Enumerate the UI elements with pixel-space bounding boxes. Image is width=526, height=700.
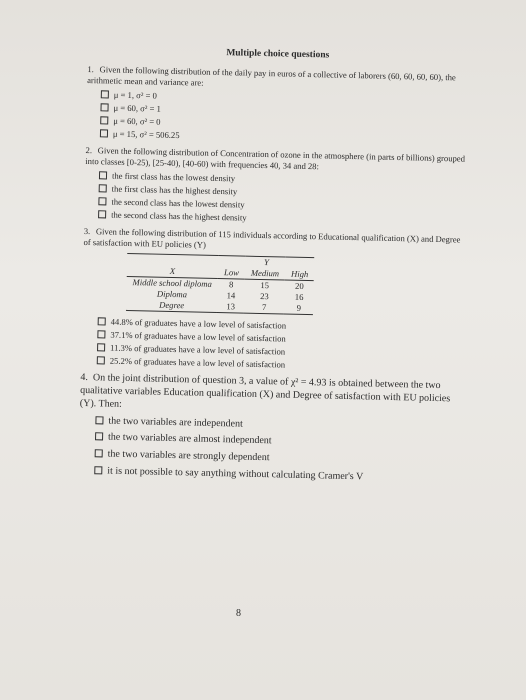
question-4	[78, 372, 460, 486]
checkbox-icon[interactable]	[98, 210, 106, 218]
checkbox-icon[interactable]	[100, 103, 108, 111]
option[interactable]: the first class has the lowest density	[99, 170, 465, 189]
checkbox-icon[interactable]	[98, 317, 106, 325]
question-number: 2.	[85, 145, 93, 156]
option[interactable]: the first class has the highest density	[99, 183, 465, 202]
table-cell: 20	[294, 280, 304, 292]
question-text: Given the following distribution of 115 individuals according to Educational qualification (X) and Degree of satisfaction with EU policies (Y)	[83, 226, 461, 250]
option[interactable]: μ = 15, σ² = 506.25	[100, 128, 466, 147]
option[interactable]: 37.1% of graduates have a low level of satisfaction	[97, 329, 461, 348]
option[interactable]: the second class has the lowest density	[98, 196, 464, 215]
table-cell: 14	[226, 290, 236, 301]
option[interactable]: μ = 60, σ² = 0	[100, 115, 466, 134]
table-cell: 8	[228, 279, 234, 290]
option[interactable]: it is not possible to say anything without calculating Cramer's V	[94, 465, 458, 486]
options-list	[94, 415, 459, 486]
checkbox-icon[interactable]	[95, 433, 103, 441]
checkbox-icon[interactable]	[97, 356, 105, 364]
question-3	[81, 226, 464, 375]
checkbox-icon[interactable]	[97, 330, 105, 338]
row-label: Middle school diploma	[132, 277, 212, 290]
question-text: Given the following distribution of Concentration of ozone in the atmosphere (in parts of billions) grouped into classes [0-25), [25-40), [40-60) with frequencies 40, 34 and 28:	[85, 145, 466, 172]
column-header: High	[285, 269, 314, 281]
table-cell: 16	[294, 291, 304, 303]
question-2	[84, 145, 466, 229]
checkbox-icon[interactable]	[99, 184, 107, 192]
table-cell: 13	[226, 301, 236, 312]
checkbox-icon[interactable]	[100, 129, 108, 137]
row-label: Diploma	[156, 288, 188, 300]
option[interactable]: 11.3% of graduates have a low level of satisfaction	[97, 342, 461, 361]
options-list	[98, 170, 465, 228]
question-text: On the joint distribution of question 3, a value of χ² = 4.93 is obtained between the two qualitative variables Education qualification (X) and Degree of satisfaction with EU policies (Y). Then:	[79, 372, 451, 410]
table-cell: 9	[296, 302, 302, 314]
option[interactable]: the two variables are strongly dependent	[95, 448, 459, 469]
table-cell: 23	[260, 291, 269, 302]
checkbox-icon[interactable]	[100, 116, 108, 124]
page-number: 8	[236, 608, 241, 619]
checkbox-icon[interactable]	[94, 466, 102, 474]
checkbox-icon[interactable]	[95, 416, 103, 424]
table-cell: 7	[261, 302, 267, 313]
question-text: Given the following distribution of the daily pay in euros of a collective of laborers (60, 60, 60, 60), the arithmetic mean and variance are:	[87, 64, 456, 88]
checkbox-icon[interactable]	[97, 343, 105, 351]
question-number: 4.	[80, 372, 89, 384]
checkbox-icon[interactable]	[101, 90, 109, 98]
checkbox-icon[interactable]	[95, 449, 103, 457]
table-cell: 15	[260, 280, 270, 291]
question-number: 1.	[87, 64, 94, 75]
option[interactable]: the second class has the highest density	[98, 209, 464, 228]
question-number: 3.	[83, 226, 91, 237]
option[interactable]: 25.2% of graduates have a low level of satisfaction	[97, 355, 461, 374]
checkbox-icon[interactable]	[98, 197, 106, 205]
options-list	[100, 89, 467, 147]
option[interactable]: 44.8% of graduates have a low level of satisfaction	[98, 316, 462, 335]
option[interactable]: the two variables are independent	[95, 415, 459, 436]
checkbox-icon[interactable]	[99, 171, 107, 179]
contingency-table	[126, 253, 315, 315]
row-label: Degree	[159, 299, 185, 311]
option[interactable]: μ = 60, σ² = 1	[100, 102, 466, 121]
option[interactable]: μ = 1, σ² = 0	[101, 89, 467, 108]
column-header: Medium	[245, 268, 285, 280]
options-list	[97, 316, 462, 374]
y-variable-label: Y	[263, 257, 269, 268]
page-title: Multiple choice questions	[226, 48, 330, 61]
option[interactable]: the two variables are almost independent	[95, 432, 459, 453]
column-header: Low	[218, 267, 245, 279]
question-1	[86, 64, 468, 148]
x-variable-label: X	[169, 266, 176, 277]
question-sheet	[78, 44, 468, 492]
